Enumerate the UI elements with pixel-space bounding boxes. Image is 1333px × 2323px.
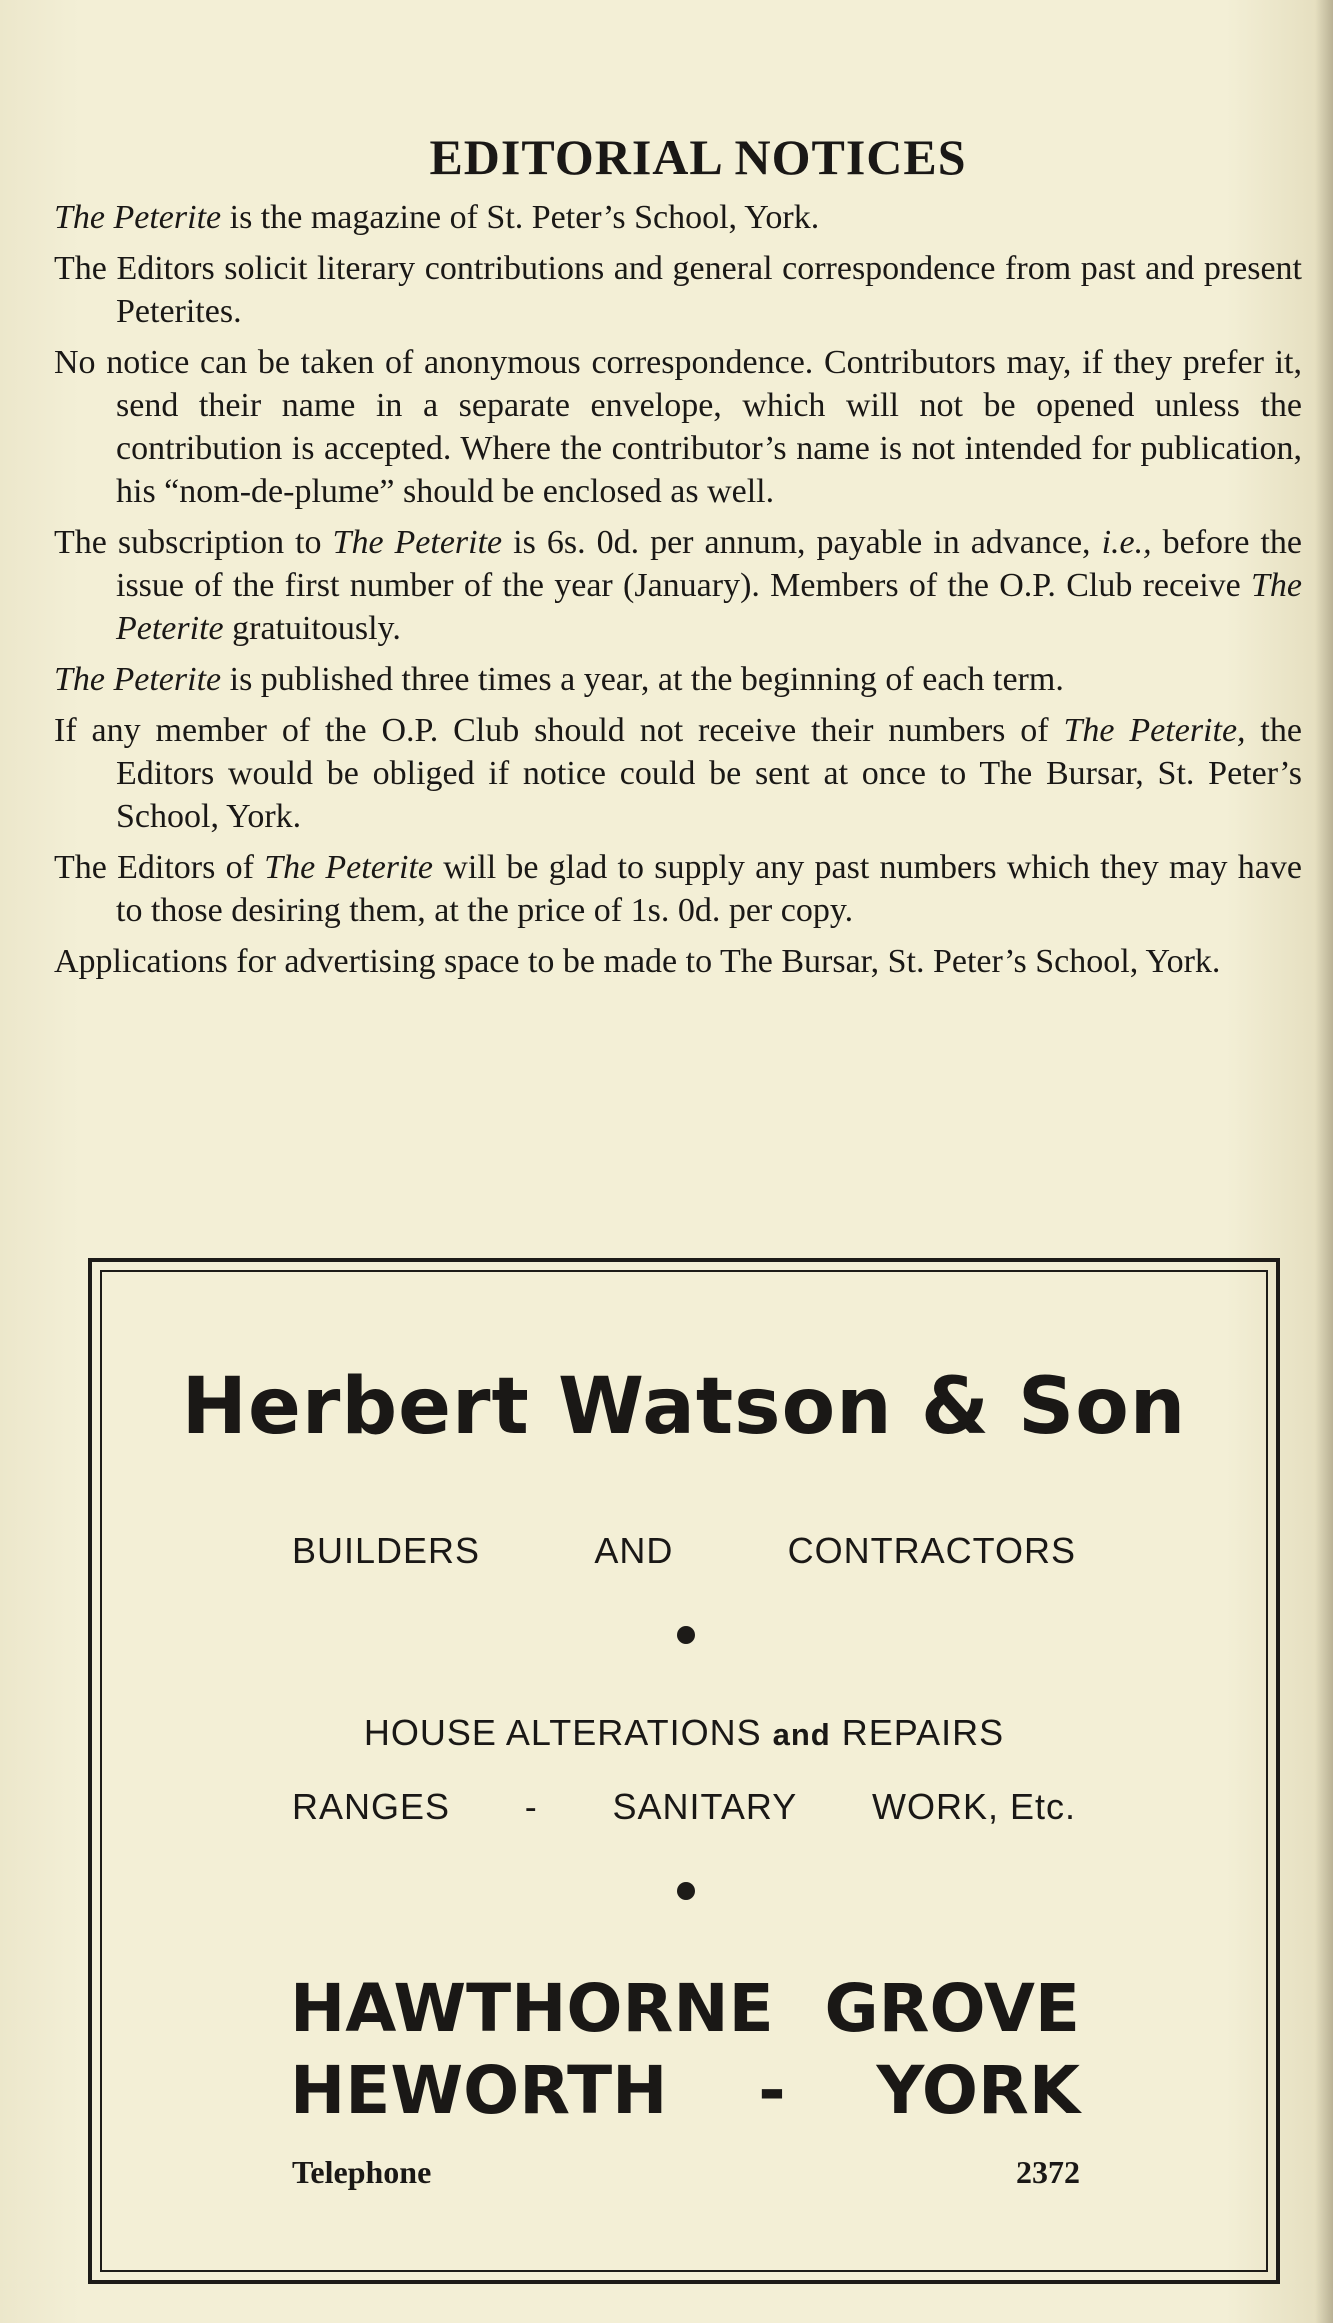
address-word: GROVE (824, 1970, 1080, 2047)
dash: - (524, 1786, 538, 1827)
address-word: HEWORTH (290, 2052, 668, 2129)
notice-text: Applications for advertising space to be made to The Bursar, St. Peter’s School, York. (54, 943, 1221, 980)
repairs-text: REPAIRS (841, 1712, 1005, 1753)
notice-text: is published three times a year, at the beginning of each term. (221, 661, 1064, 698)
abbreviation: i.e., (1101, 524, 1152, 561)
company-name: Herbert Watson & Son (181, 1362, 1187, 1452)
work-etc-word: WORK, Etc. (871, 1786, 1076, 1827)
telephone-number: 2372 (1016, 2154, 1080, 2190)
notice-paragraph (54, 247, 1302, 333)
notice-text: The subscription to (54, 524, 333, 561)
and-word: and (772, 1717, 831, 1752)
notice-text: No notice can be taken of anonymous correspondence. Contributors may, if they prefer it, send their name in a separate envelope, which will not be opened unless the contribution is accepted. Where the contributor’s name is not intended for publication, his “nom-de-plume” should be enclosed as well. (54, 344, 1302, 510)
address-word: YORK (876, 2052, 1080, 2129)
bullet-dot (677, 1626, 695, 1644)
notice-text: If any member of the O.P. Club should not receive their numbers of (54, 712, 1064, 749)
alterations-line (92, 1712, 1276, 1754)
editorial-notices (54, 128, 1302, 991)
services-word: BUILDERS (292, 1530, 481, 1571)
address-line-2 (290, 2052, 1080, 2129)
bullet-dot (677, 1882, 695, 1900)
ranges-line (292, 1786, 1076, 1828)
telephone-label: Telephone (292, 2154, 432, 2190)
ranges-word: RANGES (292, 1786, 451, 1827)
page-edge-shadow (1315, 0, 1333, 2323)
dash: - (758, 2052, 786, 2129)
notice-paragraph (54, 341, 1302, 513)
address-word: HAWTHORNE (290, 1970, 774, 2047)
services-line (292, 1530, 1076, 1572)
advertisement-box (88, 1258, 1280, 2284)
notices-heading: EDITORIAL NOTICES (429, 129, 967, 185)
notice-text: the Editors would be obliged if notice could be sent at once to The Bursar, St. Peter’s School, York. (116, 712, 1302, 835)
notice-text: before the issue of the first number of the year (January). Members of the O.P. Club receive (116, 524, 1302, 604)
services-word: AND (594, 1530, 674, 1571)
notice-paragraph (54, 846, 1302, 932)
notice-text: is 6s. 0d. per annum, payable in advance, (502, 524, 1102, 561)
notice-paragraph (54, 709, 1302, 838)
magazine-title: The Peterite (264, 849, 434, 886)
magazine-title: The Peterite (54, 199, 222, 236)
notice-text: The Editors of (54, 849, 265, 886)
notice-paragraph (54, 196, 1302, 239)
notice-text: will be glad to supply any past numbers which they may have to those desiring them, at the price of 1s. 0d. per copy. (116, 849, 1302, 929)
alterations-text: HOUSE ALTERATIONS (363, 1712, 762, 1753)
notice-paragraph (54, 658, 1302, 701)
telephone-line (292, 2154, 1080, 2191)
notice-paragraph (54, 521, 1302, 650)
notice-paragraph (54, 940, 1302, 983)
services-word: CONTRACTORS (787, 1530, 1076, 1571)
magazine-title: The Peterite (332, 524, 503, 561)
sanitary-word: SANITARY (612, 1786, 798, 1827)
magazine-title: The Peterite, (1063, 712, 1246, 749)
address-line-1 (290, 1970, 1080, 2047)
magazine-title: The Peterite (116, 567, 1302, 647)
notice-text: gratuitously. (223, 610, 401, 647)
magazine-title: The Peterite (54, 661, 222, 698)
notice-text: The Editors solicit literary contributions and general correspondence from past and present Peterites. (54, 250, 1302, 330)
notice-text: is the magazine of St. Peter’s School, York. (221, 199, 820, 236)
